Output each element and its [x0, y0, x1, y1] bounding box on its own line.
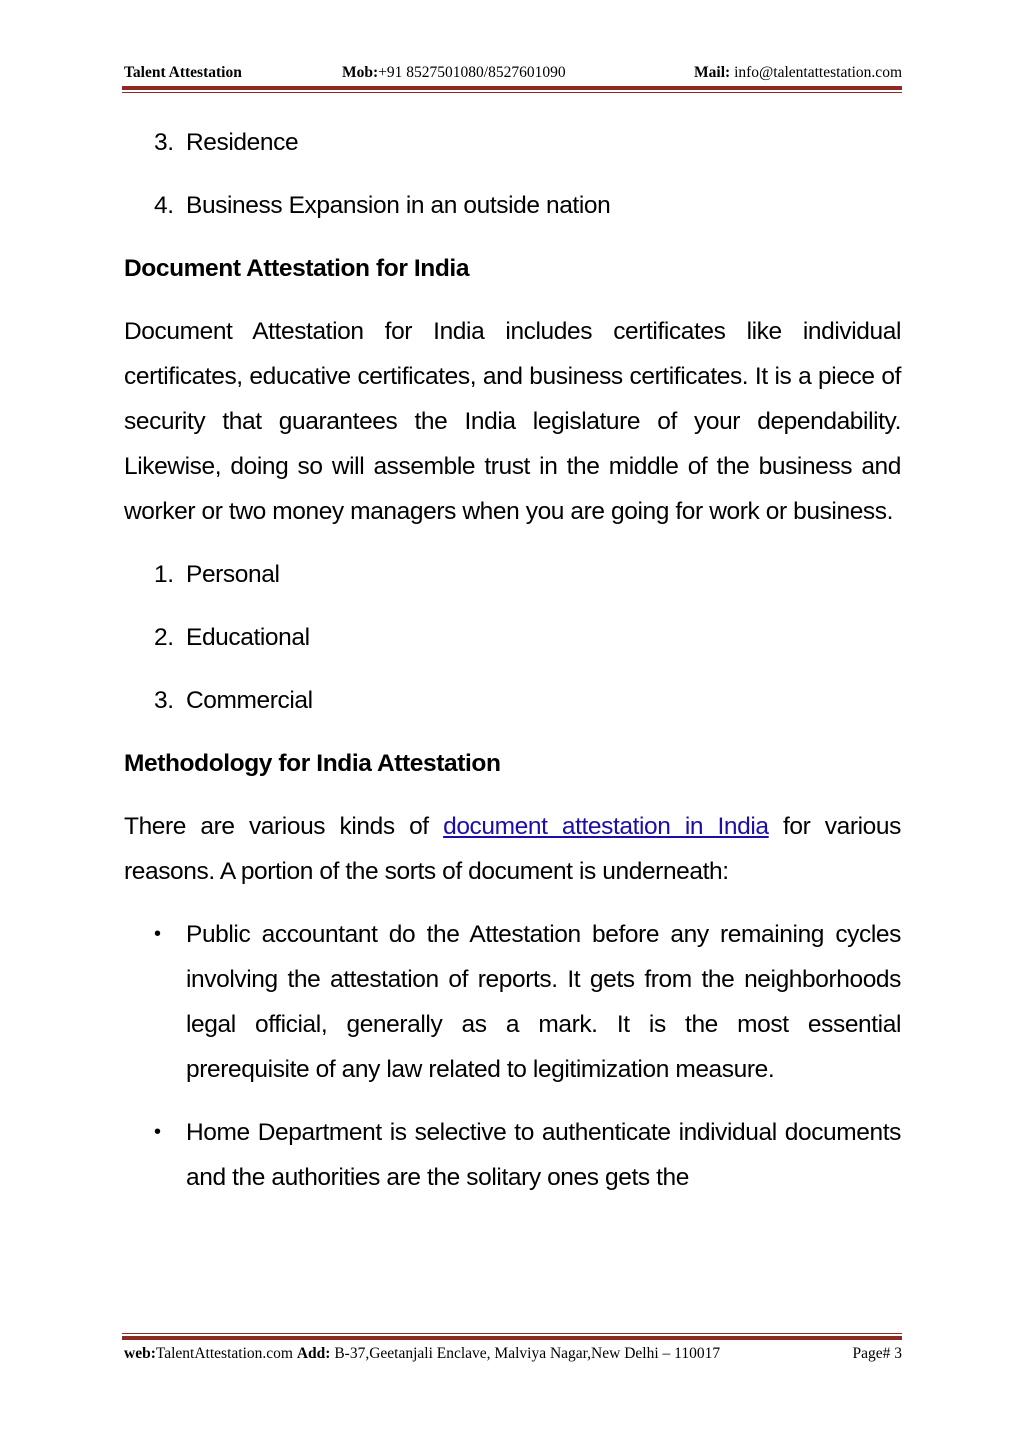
- footer-rule-thin: [122, 1333, 902, 1334]
- header-mobile: [342, 64, 566, 82]
- footer-web-label: web:: [124, 1345, 156, 1362]
- page-footer: [124, 1345, 902, 1367]
- list-item: [154, 552, 901, 597]
- header-rule-thin: [122, 92, 902, 93]
- header-mobile-label: Mob:: [342, 64, 379, 81]
- document-attestation-link[interactable]: document attestation in India: [443, 813, 769, 840]
- footer-address-label: Add:: [296, 1345, 331, 1362]
- list-item-text: Business Expansion in an outside nation: [186, 192, 611, 219]
- list-item-text: Residence: [186, 129, 299, 156]
- footer-web-value: TalentAttestation.com: [155, 1345, 293, 1362]
- bullet-text: Public accountant do the Attestation before any remaining cycles involving the attestation of reports. It gets from the neighborhoods legal official, generally as a mark. It is the most essential prerequisite of any law related to legitimization measure.: [186, 921, 901, 1083]
- header-company-name: Talent Attestation: [124, 64, 242, 81]
- list-item-number: 4.: [154, 192, 174, 219]
- footer-address-value: B-37,Geetanjali Enclave, Malviya Nagar,New Delhi – 110017: [334, 1345, 721, 1362]
- list-item-text: Educational: [186, 624, 310, 651]
- list-item: [154, 678, 901, 723]
- header-rule-thick: [122, 86, 902, 90]
- bullet-item: [154, 1110, 901, 1200]
- bullet-item: [154, 912, 901, 1092]
- page-number: Page# 3: [852, 1345, 902, 1362]
- list-item: [154, 120, 901, 165]
- list-item-number: 3.: [154, 687, 174, 714]
- paragraph-text: for various reasons. A portion of the sorts of document is underneath:: [124, 813, 901, 885]
- list-item-number: 3.: [154, 129, 174, 156]
- footer-contact: [124, 1345, 720, 1363]
- header-mail-label: Mail:: [694, 64, 731, 81]
- header-mail: [694, 64, 902, 82]
- header-mail-value: info@talentattestation.com: [734, 64, 902, 81]
- list-item-number: 1.: [154, 561, 174, 588]
- document-body: [124, 120, 901, 1218]
- list-item-text: Personal: [186, 561, 280, 588]
- header-mobile-value: +91 8527501080/8527601090: [378, 64, 566, 81]
- paragraph-text: There are various kinds of: [124, 813, 444, 840]
- bullet-icon: •: [154, 923, 161, 945]
- section-heading: Document Attestation for India: [124, 255, 470, 282]
- list-item: [154, 183, 901, 228]
- list-item: [154, 615, 901, 660]
- page-header: [124, 62, 902, 84]
- section-heading: Methodology for India Attestation: [124, 750, 501, 777]
- paragraph: Document Attestation for India includes certificates like individual certificates, educative certificates, and business certificates. It is a piece of security that guarantees the India legislature of your dependability. Likewise, doing so will assemble trust in the middle of the business and worker or two money managers when you are going for work or business.: [124, 318, 901, 525]
- bullet-text: Home Department is selective to authenticate individual documents and the authorities are the solitary ones gets the: [186, 1119, 901, 1191]
- bullet-icon: •: [154, 1121, 161, 1143]
- paragraph: [124, 804, 901, 894]
- list-item-text: Commercial: [186, 687, 313, 714]
- footer-rule-thick: [122, 1336, 902, 1340]
- list-item-number: 2.: [154, 624, 174, 651]
